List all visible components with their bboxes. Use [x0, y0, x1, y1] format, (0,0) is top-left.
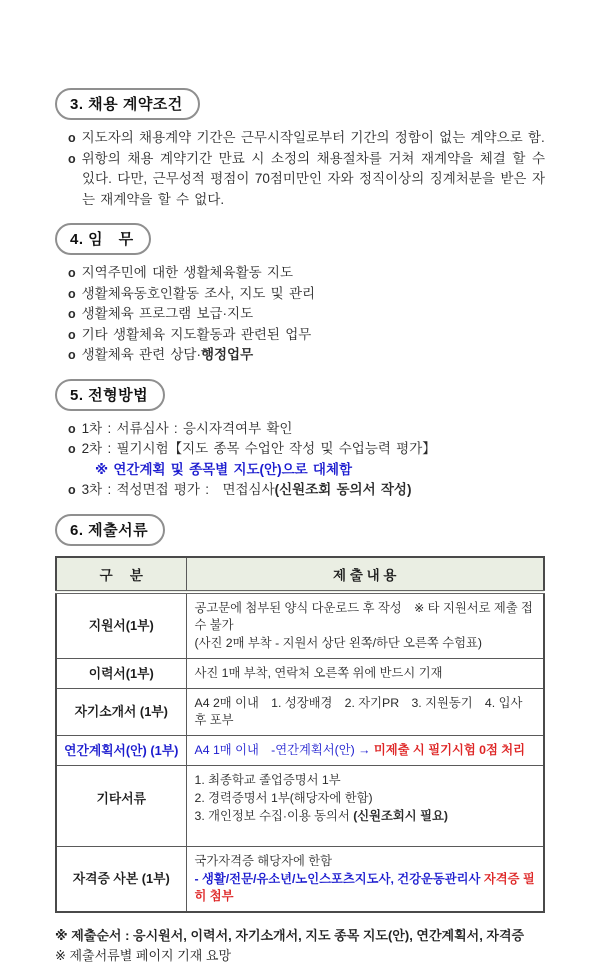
text-run: (사진 2매 부착 - 지원서 상단 왼쪽/하단 오른쪽 수험표) — [194, 635, 482, 650]
row-label-cell — [56, 688, 186, 735]
text-run: 지원서(1부) — [88, 618, 154, 633]
row-content-cell — [186, 735, 544, 765]
table-header-row — [56, 557, 544, 592]
content-line — [195, 635, 536, 652]
section-submission-documents — [55, 514, 545, 913]
bullet-item — [55, 345, 545, 366]
bullet-marker: o — [68, 131, 76, 145]
content-line — [195, 742, 536, 759]
text-run: 2차 : 필기시험【지도 종목 수업안 작성 및 수업능력 평가】 — [81, 441, 436, 456]
bullet-item — [55, 480, 545, 501]
bullet-marker: o — [68, 307, 76, 321]
table-body — [56, 592, 544, 912]
section-5 — [55, 379, 545, 501]
text-run: (신원조회 동의서 작성) — [274, 482, 412, 497]
text-run: 자기소개서 (1부) — [74, 704, 168, 719]
row-content-cell — [186, 688, 544, 735]
bullet-item — [55, 304, 545, 325]
bullet-item — [55, 149, 545, 211]
row-content-cell — [186, 658, 544, 688]
content-line — [195, 695, 536, 729]
bullet-marker: o — [68, 483, 76, 497]
section-heading: 4. 임 무 — [55, 223, 151, 255]
table-header-cell: 구 분 — [56, 557, 186, 592]
text-run: - 생활/전문/유소년/노인스포츠지도사, 건강운동관리사 — [194, 871, 484, 886]
table-row — [56, 592, 544, 659]
text-run: 자격증 필히 첨부 — [194, 871, 535, 903]
row-label-cell — [56, 658, 186, 688]
bullet-marker: o — [68, 151, 76, 166]
text-run: 기타 생활체육 지도활동과 관련된 업무 — [81, 326, 312, 342]
footnote — [55, 926, 545, 946]
text-run: 공고문에 첨부된 양식 다운로드 후 작성 ※ 타 지원서로 제출 접수 불가 — [194, 600, 533, 632]
text-run: 국가자격증 해당자에 한함 — [194, 853, 332, 868]
content-line — [195, 790, 536, 807]
row-label-cell — [56, 846, 186, 912]
table-row — [56, 658, 544, 688]
section-heading: 3. 채용 계약조건 — [55, 88, 200, 120]
footnote — [55, 946, 545, 966]
content-line — [195, 808, 536, 825]
text-run: 3차 : 적성면접 평가 : 면접심사 — [81, 482, 275, 497]
text-run: 생활체육동호인활동 조사, 지도 및 관리 — [81, 285, 316, 301]
bullet-marker: o — [68, 327, 76, 342]
bullet-marker: o — [68, 442, 76, 456]
table-head — [56, 557, 544, 592]
table-row — [56, 765, 544, 846]
text-run: 지역주민에 대한 생활체육활동 지도 — [81, 265, 294, 280]
bullet-list — [55, 419, 545, 501]
text-run: 3. 개인정보 수집·이용 동의서 — [194, 808, 354, 823]
bullet-marker: o — [68, 421, 76, 436]
row-label-cell — [56, 592, 186, 659]
row-content-cell — [186, 765, 544, 846]
section-heading-submission-documents: 6. 제출서류 — [55, 514, 165, 546]
section-3 — [55, 88, 545, 210]
text-run: 기타서류 — [96, 791, 146, 806]
content-line — [195, 853, 536, 870]
content-line — [195, 665, 536, 682]
text-run: A4 1매 이내 -연간계획서(안) → — [194, 742, 374, 757]
text-run: A4 2매 이내 1. 성장배경 2. 자기PR 3. 지원동기 4. 입사 후 포부 — [194, 695, 523, 727]
text-run: ※ 제출서류별 페이지 기재 요망 — [55, 948, 232, 963]
table-row — [56, 688, 544, 735]
table-row — [56, 735, 544, 765]
content-line — [195, 600, 536, 634]
content-line — [195, 772, 536, 789]
bullet-item — [55, 419, 545, 440]
bullet-subnote — [55, 460, 545, 481]
text-run: 1. 최종학교 졸업증명서 1부 — [194, 772, 341, 787]
text-run: 이력서(1부) — [88, 665, 154, 681]
text-run: ※ 제출순서 : 응시원서, 이력서, 자기소개서, 지도 종목 지도(안), 연간계획서, 자격증 — [55, 927, 525, 943]
text-run: (신원조회시 필요) — [353, 808, 448, 823]
bullet-item — [55, 439, 545, 460]
bullet-marker: o — [68, 286, 76, 301]
bullet-item — [55, 284, 545, 305]
content-line — [195, 871, 536, 905]
table-row — [56, 846, 544, 912]
row-content-cell — [186, 846, 544, 912]
row-content-cell — [186, 592, 544, 659]
bullet-item — [55, 325, 545, 346]
text-run: 지도자의 채용계약 기간은 근무시작일로부터 기간의 정함이 없는 계약으로 함. — [81, 130, 545, 145]
row-label-cell — [56, 735, 186, 765]
text-run: 사진 1매 부착, 연락처 오른쪽 위에 반드시 기재 — [194, 665, 443, 680]
bullet-marker: o — [68, 266, 76, 280]
sections-container — [55, 88, 545, 501]
section-heading: 5. 전형방법 — [55, 379, 165, 411]
bullet-list — [55, 128, 545, 210]
footnotes — [55, 926, 545, 966]
text-run: 미제출 시 필기시험 0점 처리 — [373, 742, 526, 757]
text-run: 생활체육 관련 상담· — [81, 347, 201, 362]
bullet-marker: o — [68, 348, 76, 362]
text-run: 위항의 채용 계약기간 만료 시 소정의 채용절차를 거쳐 재계약을 체결 할 수 있다. 다만, 근무성적 평점이 70점미만인 자와 정직이상의 징계처분을 받은 자는 재계약을 할 수 없다. — [81, 150, 545, 207]
text-run: 1차 : 서류심사 : 응시자격여부 확인 — [81, 420, 293, 436]
text-run: 생활체육 프로그램 보급·지도 — [81, 306, 254, 321]
table-header-cell: 제 출 내 용 — [186, 557, 544, 592]
row-label-cell — [56, 765, 186, 846]
submission-table-wrapper — [55, 556, 545, 913]
submission-documents-table — [55, 556, 545, 913]
bullet-item — [55, 128, 545, 149]
text-run: 연간계획서(안) (1부) — [64, 742, 179, 758]
bullet-item — [55, 263, 545, 284]
text-run: 2. 경력증명서 1부(해당자에 한함) — [194, 790, 373, 805]
text-run: 자격증 사본 (1부) — [72, 871, 170, 886]
text-run: 행정업무 — [200, 347, 254, 362]
text-run: ※ 연간계획 및 종목별 지도(안)으로 대체함 — [95, 461, 353, 477]
bullet-list — [55, 263, 545, 366]
section-4 — [55, 223, 545, 366]
